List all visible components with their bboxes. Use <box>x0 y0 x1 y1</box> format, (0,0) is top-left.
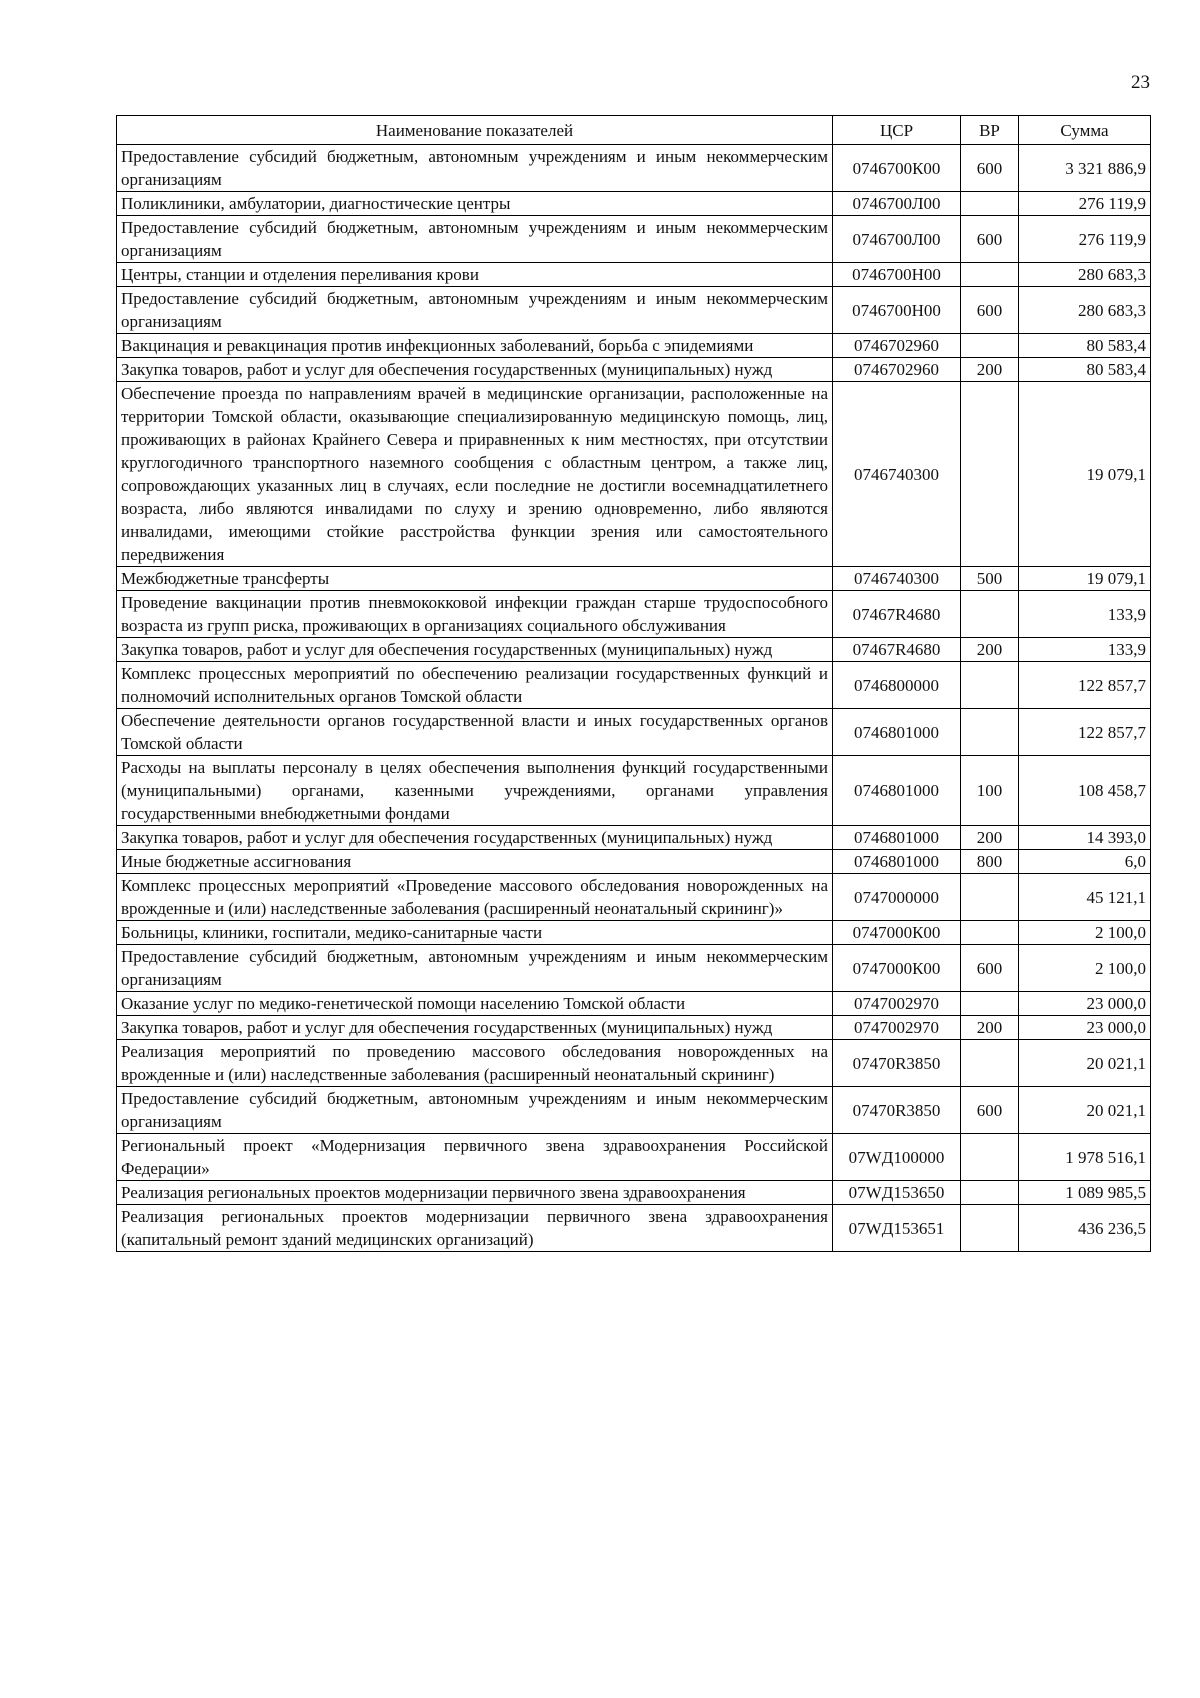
row-sum-cell: 19 079,1 <box>1019 382 1151 567</box>
row-name-cell: Межбюджетные трансферты <box>117 567 833 591</box>
table-row <box>117 826 1151 850</box>
header-sum: Сумма <box>1019 116 1151 145</box>
row-sum-cell: 19 079,1 <box>1019 567 1151 591</box>
row-csr-cell: 07470R3850 <box>833 1040 961 1087</box>
row-sum-cell: 1 978 516,1 <box>1019 1134 1151 1181</box>
row-sum-cell: 80 583,4 <box>1019 334 1151 358</box>
row-name-cell: Предоставление субсидий бюджетным, автономным учреждениям и иным некоммерческим организациям <box>117 145 833 192</box>
table-row <box>117 1087 1151 1134</box>
row-sum-cell: 133,9 <box>1019 591 1151 638</box>
table-row <box>117 382 1151 567</box>
row-vr-cell: 500 <box>961 567 1019 591</box>
table-row <box>117 850 1151 874</box>
table-row <box>117 1181 1151 1205</box>
row-sum-cell: 280 683,3 <box>1019 263 1151 287</box>
table-row <box>117 638 1151 662</box>
row-vr-cell <box>961 1040 1019 1087</box>
row-csr-cell: 0747000000 <box>833 874 961 921</box>
row-sum-cell: 80 583,4 <box>1019 358 1151 382</box>
row-sum-cell: 280 683,3 <box>1019 287 1151 334</box>
row-name-cell: Больницы, клиники, госпитали, медико-санитарные части <box>117 921 833 945</box>
page-number: 23 <box>1131 72 1150 93</box>
row-vr-cell <box>961 1134 1019 1181</box>
row-csr-cell: 0746801000 <box>833 709 961 756</box>
row-sum-cell: 122 857,7 <box>1019 662 1151 709</box>
row-name-cell: Комплекс процессных мероприятий «Проведение массового обследования новорожденных на врожденные и (или) наследственные заболевания (расширенный неонатальный скрининг)» <box>117 874 833 921</box>
table-row <box>117 591 1151 638</box>
row-vr-cell <box>961 921 1019 945</box>
row-csr-cell: 0746700К00 <box>833 145 961 192</box>
row-csr-cell: 07WД153651 <box>833 1205 961 1252</box>
table-row <box>117 1205 1151 1252</box>
row-name-cell: Оказание услуг по медико-генетической помощи населению Томской области <box>117 992 833 1016</box>
row-vr-cell: 600 <box>961 287 1019 334</box>
row-name-cell: Предоставление субсидий бюджетным, автономным учреждениям и иным некоммерческим организациям <box>117 945 833 992</box>
row-csr-cell: 0746801000 <box>833 850 961 874</box>
row-vr-cell <box>961 1205 1019 1252</box>
row-vr-cell <box>961 334 1019 358</box>
row-name-cell: Закупка товаров, работ и услуг для обеспечения государственных (муниципальных) нужд <box>117 826 833 850</box>
row-sum-cell: 108 458,7 <box>1019 756 1151 826</box>
row-sum-cell: 1 089 985,5 <box>1019 1181 1151 1205</box>
row-sum-cell: 122 857,7 <box>1019 709 1151 756</box>
row-csr-cell: 0746800000 <box>833 662 961 709</box>
row-name-cell: Реализация мероприятий по проведению массового обследования новорожденных на врожденные и (или) наследственные заболевания (расширенный неонатальный скрининг) <box>117 1040 833 1087</box>
row-sum-cell: 6,0 <box>1019 850 1151 874</box>
row-csr-cell: 0747000К00 <box>833 921 961 945</box>
row-name-cell: Закупка товаров, работ и услуг для обеспечения государственных (муниципальных) нужд <box>117 638 833 662</box>
row-name-cell: Центры, станции и отделения переливания крови <box>117 263 833 287</box>
row-name-cell: Поликлиники, амбулатории, диагностические центры <box>117 192 833 216</box>
row-vr-cell <box>961 992 1019 1016</box>
row-sum-cell: 276 119,9 <box>1019 216 1151 263</box>
row-sum-cell: 14 393,0 <box>1019 826 1151 850</box>
row-csr-cell: 07WД100000 <box>833 1134 961 1181</box>
row-name-cell: Предоставление субсидий бюджетным, автономным учреждениям и иным некоммерческим организациям <box>117 1087 833 1134</box>
table-row <box>117 216 1151 263</box>
table-row <box>117 921 1151 945</box>
row-csr-cell: 07470R3850 <box>833 1087 961 1134</box>
row-vr-cell <box>961 662 1019 709</box>
table-row <box>117 756 1151 826</box>
table-row <box>117 945 1151 992</box>
row-name-cell: Расходы на выплаты персоналу в целях обеспечения выполнения функций государственными (муниципальными) органами, казенными учреждениями, органами управления государственными внебюджетными фондами <box>117 756 833 826</box>
table-row <box>117 1040 1151 1087</box>
row-csr-cell: 0746801000 <box>833 756 961 826</box>
row-vr-cell <box>961 382 1019 567</box>
row-vr-cell: 100 <box>961 756 1019 826</box>
table-row <box>117 1016 1151 1040</box>
header-csr: ЦСР <box>833 116 961 145</box>
table-row <box>117 709 1151 756</box>
row-name-cell: Комплекс процессных мероприятий по обеспечению реализации государственных функций и полномочий исполнительных органов Томской области <box>117 662 833 709</box>
row-csr-cell: 0746700Н00 <box>833 263 961 287</box>
row-csr-cell: 0747002970 <box>833 1016 961 1040</box>
row-name-cell: Реализация региональных проектов модернизации первичного звена здравоохранения <box>117 1181 833 1205</box>
table-row <box>117 334 1151 358</box>
header-vr: ВР <box>961 116 1019 145</box>
row-csr-cell: 0747000К00 <box>833 945 961 992</box>
row-sum-cell: 436 236,5 <box>1019 1205 1151 1252</box>
row-vr-cell: 800 <box>961 850 1019 874</box>
row-name-cell: Закупка товаров, работ и услуг для обеспечения государственных (муниципальных) нужд <box>117 358 833 382</box>
row-csr-cell: 0746700Н00 <box>833 287 961 334</box>
row-name-cell: Предоставление субсидий бюджетным, автономным учреждениям и иным некоммерческим организациям <box>117 216 833 263</box>
row-vr-cell <box>961 709 1019 756</box>
row-csr-cell: 0746700Л00 <box>833 192 961 216</box>
table-row <box>117 358 1151 382</box>
row-name-cell: Региональный проект «Модернизация первичного звена здравоохранения Российской Федерации» <box>117 1134 833 1181</box>
row-sum-cell: 3 321 886,9 <box>1019 145 1151 192</box>
row-sum-cell: 133,9 <box>1019 638 1151 662</box>
row-vr-cell: 200 <box>961 826 1019 850</box>
table-row <box>117 1134 1151 1181</box>
row-vr-cell: 600 <box>961 1087 1019 1134</box>
row-vr-cell <box>961 1181 1019 1205</box>
budget-table <box>116 115 1151 1252</box>
row-name-cell: Вакцинация и ревакцинация против инфекционных заболеваний, борьба с эпидемиями <box>117 334 833 358</box>
table-row <box>117 992 1151 1016</box>
row-sum-cell: 23 000,0 <box>1019 1016 1151 1040</box>
row-csr-cell: 0747002970 <box>833 992 961 1016</box>
row-sum-cell: 20 021,1 <box>1019 1087 1151 1134</box>
row-csr-cell: 0746702960 <box>833 358 961 382</box>
row-csr-cell: 0746801000 <box>833 826 961 850</box>
row-sum-cell: 45 121,1 <box>1019 874 1151 921</box>
row-vr-cell: 200 <box>961 1016 1019 1040</box>
table-row <box>117 263 1151 287</box>
row-vr-cell <box>961 192 1019 216</box>
row-name-cell: Закупка товаров, работ и услуг для обеспечения государственных (муниципальных) нужд <box>117 1016 833 1040</box>
row-vr-cell <box>961 591 1019 638</box>
row-name-cell: Иные бюджетные ассигнования <box>117 850 833 874</box>
row-csr-cell: 0746700Л00 <box>833 216 961 263</box>
row-name-cell: Обеспечение деятельности органов государственной власти и иных государственных органов Томской области <box>117 709 833 756</box>
row-vr-cell <box>961 263 1019 287</box>
row-name-cell: Реализация региональных проектов модернизации первичного звена здравоохранения (капитальный ремонт зданий медицинских организаций) <box>117 1205 833 1252</box>
row-name-cell: Проведение вакцинации против пневмококковой инфекции граждан старше трудоспособного возраста из групп риска, проживающих в организациях социального обслуживания <box>117 591 833 638</box>
row-csr-cell: 0746740300 <box>833 567 961 591</box>
row-vr-cell: 200 <box>961 358 1019 382</box>
header-name: Наименование показателей <box>117 116 833 145</box>
row-sum-cell: 276 119,9 <box>1019 192 1151 216</box>
table-row <box>117 287 1151 334</box>
row-sum-cell: 2 100,0 <box>1019 945 1151 992</box>
row-vr-cell: 600 <box>961 945 1019 992</box>
table-body <box>117 145 1151 1252</box>
row-vr-cell: 600 <box>961 145 1019 192</box>
table-row <box>117 567 1151 591</box>
table-row <box>117 662 1151 709</box>
table-row <box>117 145 1151 192</box>
row-vr-cell <box>961 874 1019 921</box>
table-row <box>117 192 1151 216</box>
row-csr-cell: 07467R4680 <box>833 591 961 638</box>
row-vr-cell: 600 <box>961 216 1019 263</box>
table-row <box>117 874 1151 921</box>
row-csr-cell: 07WД153650 <box>833 1181 961 1205</box>
row-name-cell: Обеспечение проезда по направлениям врачей в медицинские организации, расположенные на территории Томской области, оказывающие специализированную медицинскую помощь, лиц, проживающих в районах Крайнего Севера и приравненных к ним местностях, при отсутствии круглогодичного транспортного наземного сообщения с областным центром, а также лиц, сопровождающих указанных лиц в случаях, если последние не достигли восемнадцатилетнего возраста, либо являются инвалидами по слуху и зрению одновременно, либо являются инвалидами, имеющими стойкие расстройства функции зрения или самостоятельного передвижения <box>117 382 833 567</box>
row-name-cell: Предоставление субсидий бюджетным, автономным учреждениям и иным некоммерческим организациям <box>117 287 833 334</box>
row-vr-cell: 200 <box>961 638 1019 662</box>
row-csr-cell: 0746702960 <box>833 334 961 358</box>
row-sum-cell: 2 100,0 <box>1019 921 1151 945</box>
row-sum-cell: 20 021,1 <box>1019 1040 1151 1087</box>
row-sum-cell: 23 000,0 <box>1019 992 1151 1016</box>
row-csr-cell: 07467R4680 <box>833 638 961 662</box>
table-header-row <box>117 116 1151 145</box>
row-csr-cell: 0746740300 <box>833 382 961 567</box>
